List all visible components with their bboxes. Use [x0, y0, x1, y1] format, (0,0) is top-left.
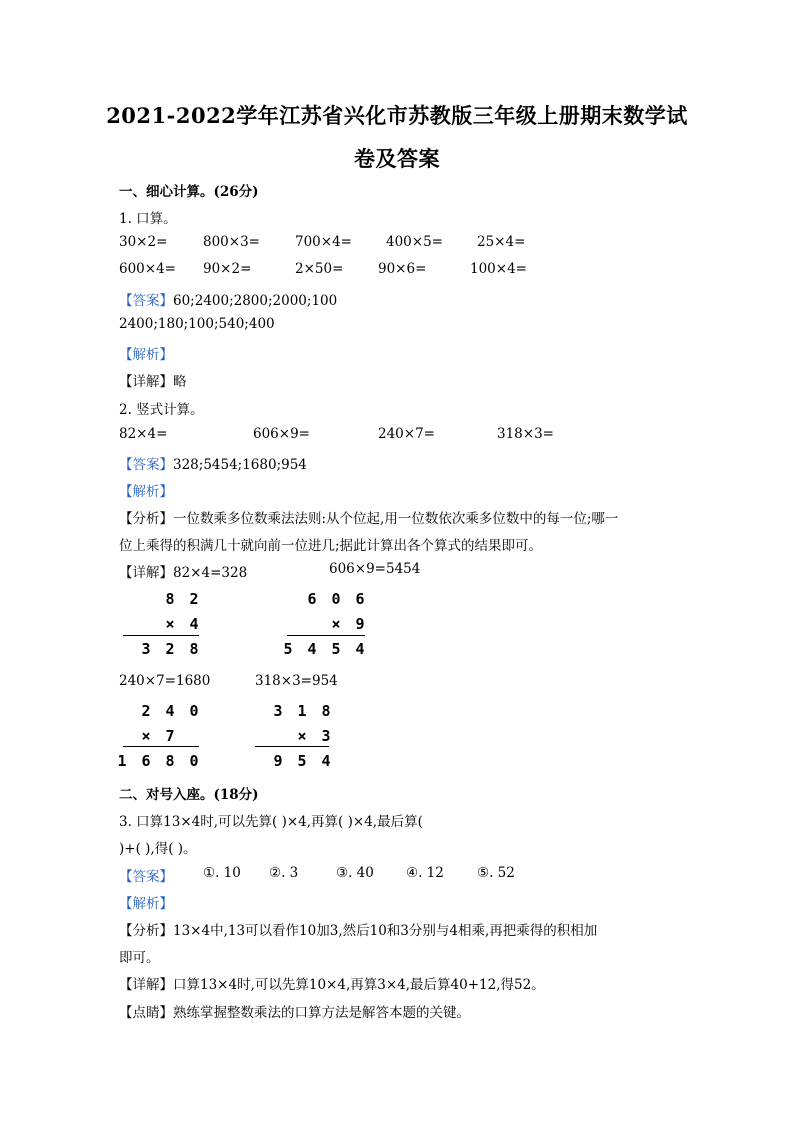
digit: 5	[331, 640, 341, 658]
q2-problem: 318×3=	[497, 426, 554, 442]
answer-tag: 【答案】	[119, 457, 173, 473]
fenxi-tag: 【分析】	[119, 923, 173, 939]
digit: 9	[273, 752, 283, 770]
q1-problem: 25×4=	[477, 234, 526, 250]
digit: 4	[355, 640, 365, 658]
detail-eq: 318×3=954	[255, 673, 338, 689]
q2-answer	[119, 453, 307, 473]
analysis-tag: 【解析】	[119, 896, 173, 912]
q1-problem: 700×4=	[295, 234, 352, 250]
q3-answer-item: ④. 12	[406, 865, 444, 881]
multiply-sign: ×	[141, 727, 151, 745]
calc-rule	[255, 746, 329, 747]
answer-tag: 【答案】	[119, 869, 173, 885]
q2-detail	[119, 561, 247, 581]
detail-text: 略	[173, 374, 187, 390]
detail-tag: 【详解】	[119, 374, 173, 390]
q1-problem: 90×2=	[203, 261, 252, 277]
q1-problem: 2×50=	[295, 261, 344, 277]
digit: 0	[189, 702, 199, 720]
q3-answer-item: ③. 40	[336, 865, 374, 881]
analysis-tag: 【解析】	[119, 484, 173, 500]
calc-rule	[123, 746, 199, 747]
analysis-text: 13×4中,13可以看作10加3,然后10和3分别与4相乘,再把乘得的积相加	[173, 923, 598, 939]
analysis-text: 一位数乘多位数乘法法则:从个位起,用一位数依次乘多位数中的每一位;哪一	[173, 511, 619, 527]
digit: 3	[321, 727, 331, 745]
digit: 4	[307, 640, 317, 658]
digit: 5	[283, 640, 293, 658]
digit: 8	[189, 640, 199, 658]
digit: 0	[189, 752, 199, 770]
q2-problem: 82×4=	[119, 426, 168, 442]
q1-problem: 90×6=	[378, 261, 427, 277]
q2-analysis-line2: 位上乘得的积满几十就向前一位进几;据此计算出各个算式的结果即可。	[119, 538, 543, 554]
q3-answer-item: ②. 3	[269, 865, 299, 881]
digit: 3	[273, 702, 283, 720]
q3-line1: 3. 口算13×4时,可以先算( )×4,再算( )×4,最后算(	[119, 814, 423, 830]
digit: 2	[141, 702, 151, 720]
multiply-sign: ×	[297, 727, 307, 745]
digit: 4	[321, 752, 331, 770]
digit: 1	[117, 752, 127, 770]
digit: 8	[165, 752, 175, 770]
q2-analysis	[119, 507, 618, 527]
q1-title: 1. 口算。	[119, 211, 177, 227]
q1-answer	[119, 289, 337, 309]
calc-rule	[287, 635, 365, 636]
q3-detail	[119, 973, 545, 993]
dianjing-text: 熟练掌握整数乘法的口算方法是解答本题的关键。	[173, 1005, 470, 1021]
detail-eq: 240×7=1680	[119, 673, 211, 689]
detail-eq: 82×4=328	[173, 565, 248, 581]
digit: 6	[141, 752, 151, 770]
multiply-sign: ×	[165, 615, 175, 633]
digit: 5	[297, 752, 307, 770]
digit: 9	[355, 615, 365, 633]
digit: 8	[321, 702, 331, 720]
section2-heading: 二、对号入座。(18分)	[119, 787, 259, 803]
q2-problem: 606×9=	[253, 426, 310, 442]
q1-problem: 400×5=	[386, 234, 443, 250]
q1-detail	[119, 370, 187, 390]
calc-rule	[123, 635, 199, 636]
digit: 6	[307, 590, 317, 608]
q3-analysis-line2: 即可。	[119, 950, 160, 966]
q3-answer-item: ①. 10	[203, 865, 241, 881]
multiply-sign: ×	[331, 615, 341, 633]
answer-tag: 【答案】	[119, 293, 173, 309]
q2-title: 2. 竖式计算。	[119, 402, 204, 418]
q1-problem: 100×4=	[470, 261, 527, 277]
detail-eq: 606×9=5454	[329, 561, 421, 577]
detail-tag: 【详解】	[119, 565, 173, 581]
detail-text: 口算13×4时,可以先算10×4,再算3×4,最后算40+12,得52。	[173, 977, 545, 993]
q2-problem: 240×7=	[378, 426, 435, 442]
digit: 6	[355, 590, 365, 608]
answer-text: 328;5454;1680;954	[173, 457, 307, 473]
q1-problem: 800×3=	[203, 234, 260, 250]
page-title-line1: 2021-2022学年江苏省兴化市苏教版三年级上册期末数学试	[106, 103, 688, 128]
digit: 2	[165, 640, 175, 658]
q3-line2: )+( ),得( )。	[119, 841, 197, 857]
digit: 7	[165, 727, 175, 745]
page-title-line2: 卷及答案	[354, 146, 440, 171]
digit: 4	[165, 702, 175, 720]
dianjing-tag: 【点睛】	[119, 1005, 173, 1021]
q1-problem: 600×4=	[119, 261, 176, 277]
analysis-tag: 【解析】	[119, 347, 173, 363]
section1-heading: 一、细心计算。(26分)	[119, 184, 259, 200]
q1-answer-line2: 2400;180;100;540;400	[119, 316, 275, 332]
q1-problem: 30×2=	[119, 234, 168, 250]
digit: 8	[165, 590, 175, 608]
q3-analysis	[119, 919, 597, 939]
answer-text: 60;2400;2800;2000;100	[173, 293, 338, 309]
digit: 3	[141, 640, 151, 658]
digit: 0	[331, 590, 341, 608]
digit: 4	[189, 615, 199, 633]
digit: 1	[297, 702, 307, 720]
q3-dianjing	[119, 1001, 470, 1021]
fenxi-tag: 【分析】	[119, 511, 173, 527]
q3-answer-item: ⑤. 52	[477, 865, 515, 881]
detail-tag: 【详解】	[119, 977, 173, 993]
digit: 2	[189, 590, 199, 608]
